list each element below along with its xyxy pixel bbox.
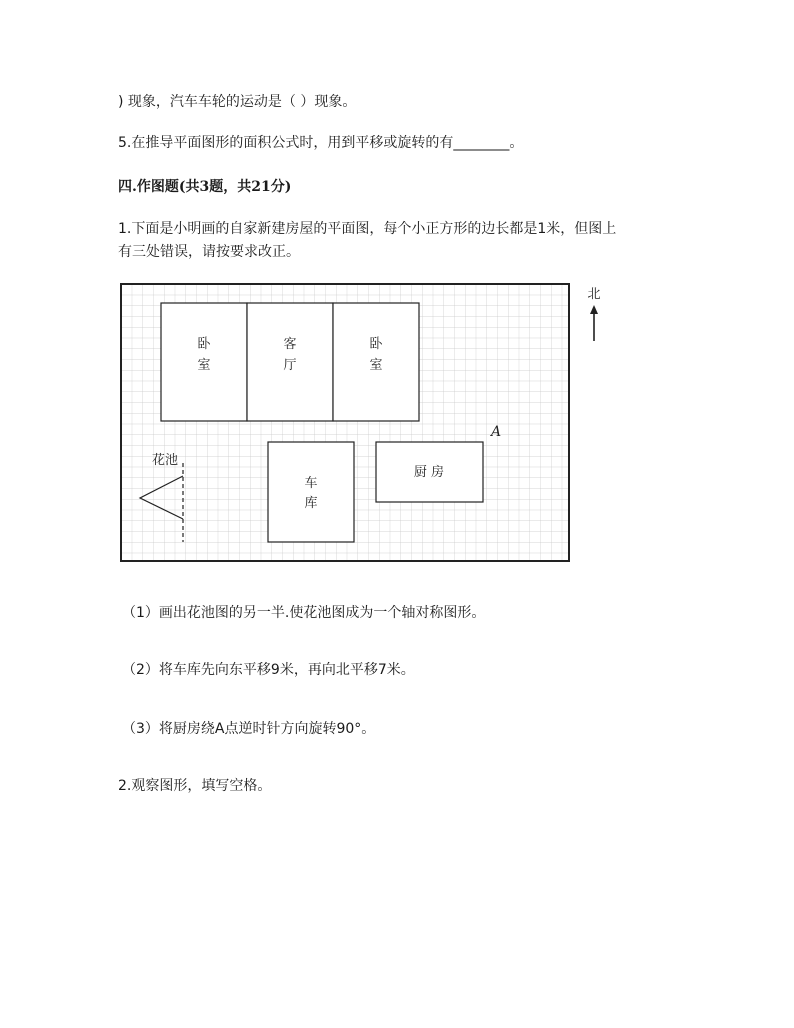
label-point-a: A (491, 424, 502, 440)
label-north: 北 (587, 287, 601, 302)
section-heading: 四.作图题(共3题，共21分) (118, 179, 292, 195)
label-living-2: 厅 (283, 358, 297, 373)
label-bedroom-right-1: 卧 (369, 337, 383, 352)
problem-2: 2.观察图形，填写空格。 (118, 778, 272, 794)
label-bedroom-left-1: 卧 (197, 337, 211, 352)
label-garage-2: 库 (304, 496, 318, 511)
floor-plan-figure (116, 280, 616, 570)
text-line-1: ) 现象，汽车车轮的运动是（ ）现象。 (118, 94, 357, 110)
label-flower-bed: 花池 (151, 453, 179, 468)
sub-question-1: （1）画出花池图的另一半.使花池图成为一个轴对称图形。 (122, 605, 486, 621)
question-5: 5.在推导平面图形的面积公式时，用到平移或旋转的有________。 (118, 135, 524, 151)
north-arrow-head (590, 305, 598, 314)
problem-1-line-1: 1.下面是小明画的自家新建房屋的平面图，每个小正方形的边长都是1米，但图上 (118, 221, 617, 237)
label-garage-1: 车 (304, 476, 318, 491)
problem-1-line-2: 有三处错误，请按要求改正。 (118, 244, 300, 260)
room-garage (268, 442, 354, 542)
sub-question-3: （3）将厨房绕A点逆时针方向旋转90°。 (122, 721, 376, 737)
label-bedroom-right-2: 室 (369, 358, 383, 373)
sub-question-2: （2）将车库先向东平移9米，再向北平移7米。 (122, 662, 415, 678)
label-living-1: 客 (283, 337, 297, 352)
label-bedroom-left-2: 室 (197, 358, 211, 373)
label-kitchen: 厨 房 (413, 465, 445, 480)
floor-plan-svg (116, 280, 616, 566)
